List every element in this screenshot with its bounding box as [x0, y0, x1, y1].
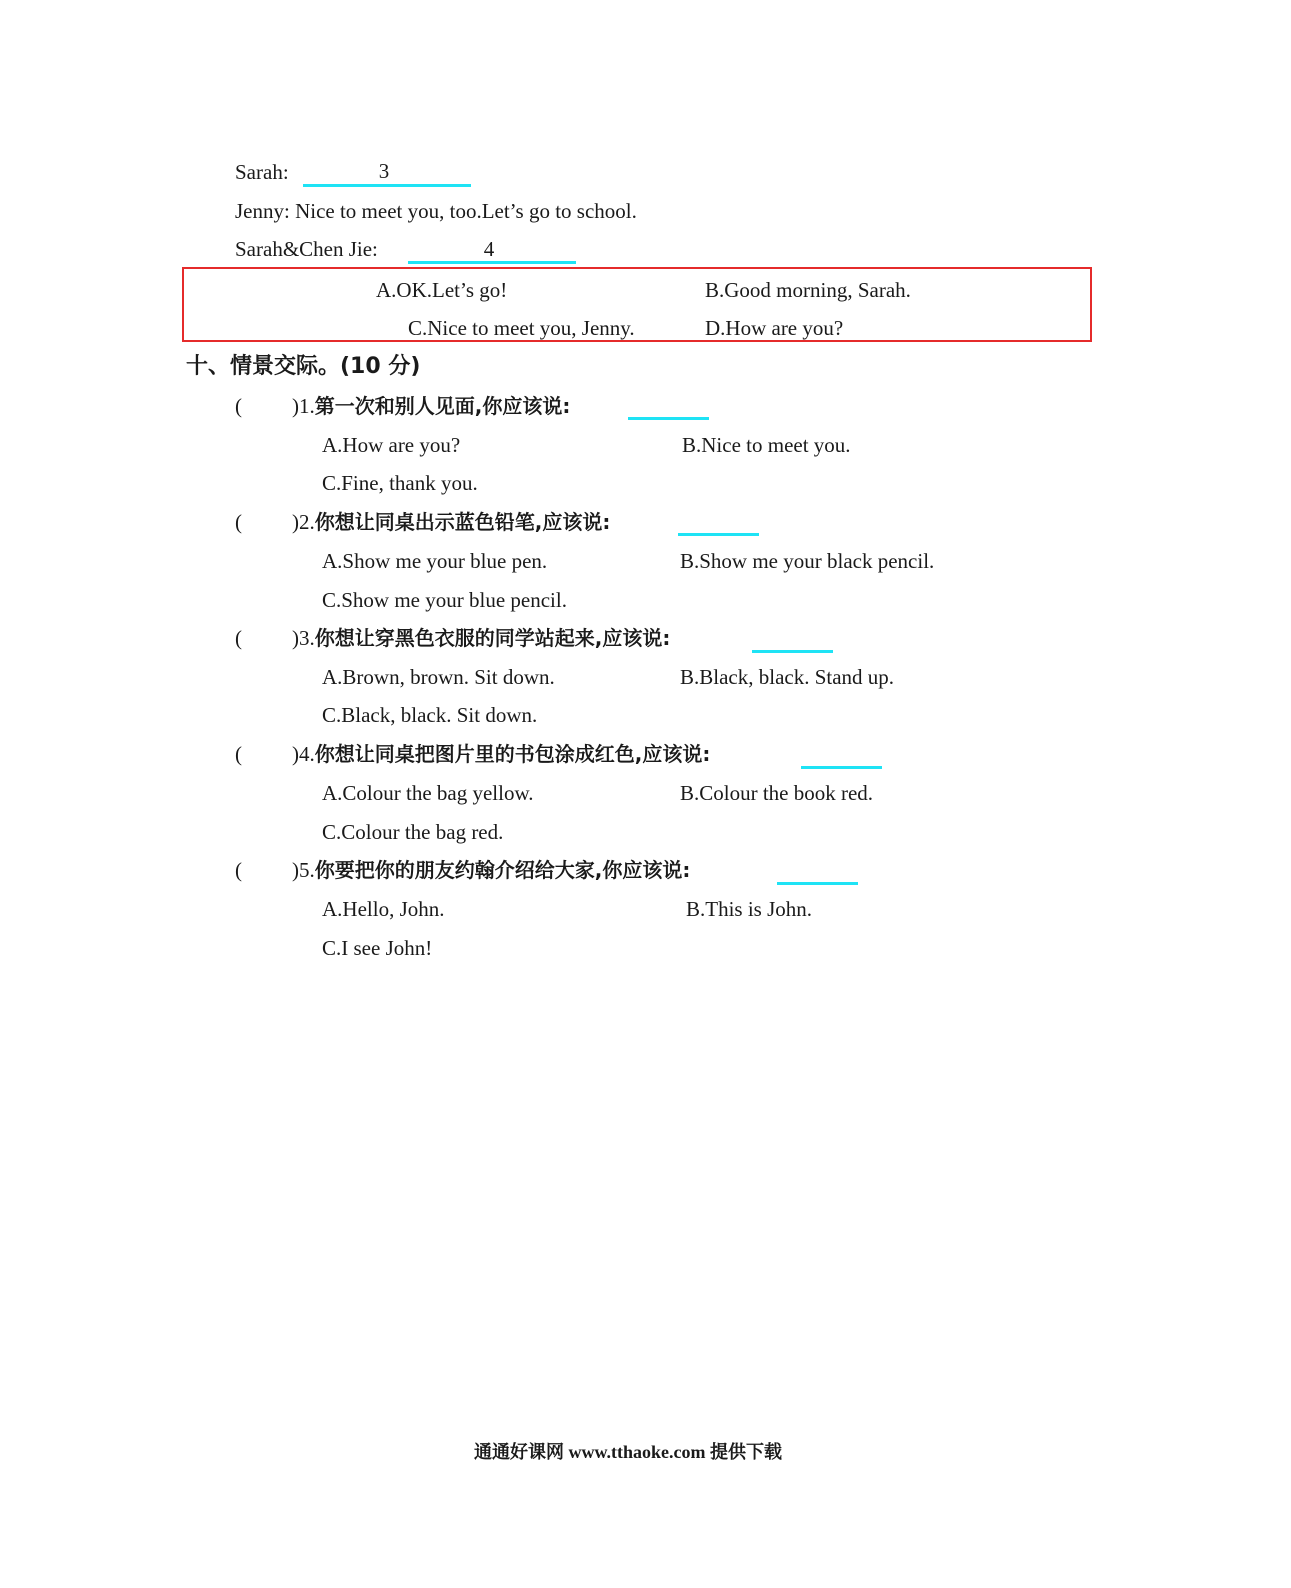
question-4-option-a: A.Colour the bag yellow.	[322, 781, 534, 805]
question-1-option-a: A.How are you?	[322, 433, 461, 457]
option-a: A.OK.Let’s go!	[376, 278, 508, 302]
question-3-blank[interactable]	[752, 650, 833, 653]
footer-site-name: 通通好课网	[474, 1442, 564, 1463]
question-5-text: 你要把你的朋友约翰介绍给大家,你应该说:	[314, 858, 691, 882]
question-2-stem	[292, 509, 610, 535]
dialogue-line-jenny: Jenny: Nice to meet you, too.Let’s go to school.	[235, 199, 637, 223]
question-5-option-b: B.This is John.	[686, 897, 813, 921]
question-5-option-a: A.Hello, John.	[322, 897, 445, 921]
question-1-option-c: C.Fine, thank you.	[322, 471, 478, 495]
question-1-stem	[292, 393, 570, 419]
question-4-blank[interactable]	[801, 766, 882, 769]
blank-number-3: 3	[378, 159, 390, 183]
question-5-option-c: C.I see John!	[322, 936, 433, 960]
option-d: D.How are you?	[705, 316, 844, 340]
question-3-option-b: B.Black, black. Stand up.	[680, 665, 895, 689]
question-3-stem	[292, 625, 670, 651]
question-4-stem	[292, 741, 710, 767]
question-5-blank[interactable]	[777, 882, 858, 885]
footer-provides-download: 提供下载	[710, 1442, 782, 1463]
question-4-text: 你想让同桌把图片里的书包涂成红色,应该说:	[314, 742, 711, 766]
answer-blank-3[interactable]	[303, 184, 471, 187]
question-1-option-b: B.Nice to meet you.	[682, 433, 851, 457]
question-5-paren[interactable]: (	[235, 858, 242, 882]
question-2-option-b: B.Show me your black pencil.	[680, 549, 935, 573]
question-2-option-a: A.Show me your blue pen.	[322, 549, 548, 573]
question-2-paren[interactable]: (	[235, 510, 242, 534]
question-4-option-c: C.Colour the bag red.	[322, 820, 504, 844]
question-3-number: )3.	[292, 626, 315, 650]
question-1-blank[interactable]	[628, 417, 709, 420]
option-c: C.Nice to meet you, Jenny.	[408, 316, 635, 340]
question-1-paren[interactable]: (	[235, 394, 242, 418]
question-5-stem	[292, 857, 690, 883]
question-3-paren[interactable]: (	[235, 626, 242, 650]
question-3-text: 你想让穿黑色衣服的同学站起来,应该说:	[314, 626, 671, 650]
question-2-text: 你想让同桌出示蓝色铅笔,应该说:	[314, 510, 611, 534]
question-1-text: 第一次和别人见面,你应该说:	[314, 394, 571, 418]
section-title: 十、情景交际。(10 分)	[186, 354, 421, 379]
footer-url[interactable]: www.tthaoke.com	[568, 1442, 706, 1462]
question-4-option-b: B.Colour the book red.	[680, 781, 874, 805]
dialogue-speaker-sarah-chenjie: Sarah&Chen Jie:	[235, 237, 378, 261]
question-2-blank[interactable]	[678, 533, 759, 536]
question-4-number: )4.	[292, 742, 315, 766]
question-2-number: )2.	[292, 510, 315, 534]
question-3-option-c: C.Black, black. Sit down.	[322, 703, 538, 727]
question-4-paren[interactable]: (	[235, 742, 242, 766]
blank-number-4: 4	[483, 237, 495, 261]
option-b: B.Good morning, Sarah.	[705, 278, 911, 302]
page-footer	[474, 1441, 782, 1464]
options-box	[182, 267, 1092, 342]
question-2-option-c: C.Show me your blue pencil.	[322, 588, 567, 612]
dialogue-speaker-sarah: Sarah:	[235, 160, 289, 184]
question-5-number: )5.	[292, 858, 315, 882]
question-1-number: )1.	[292, 394, 315, 418]
question-3-option-a: A.Brown, brown. Sit down.	[322, 665, 555, 689]
